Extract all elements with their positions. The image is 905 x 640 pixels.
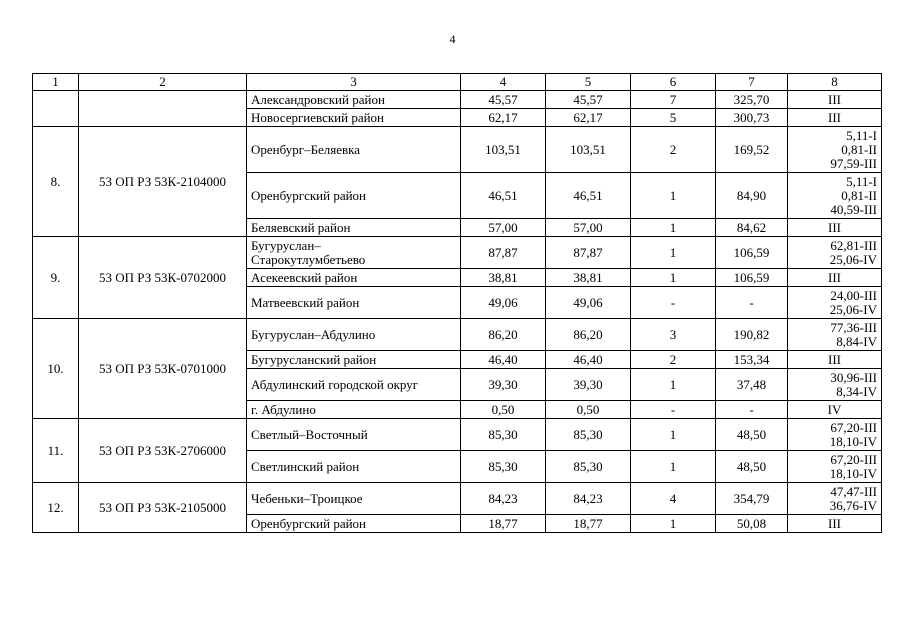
count-cell: 1 [631, 173, 716, 219]
category-cell: IV [788, 401, 882, 419]
value-cell: 169,52 [716, 127, 788, 173]
table-body [33, 74, 882, 533]
row-number-cell: 12. [33, 483, 79, 533]
segment-name-cell: Матвеевский район [247, 287, 461, 319]
category-cell: 77,36-III 8,84-IV [788, 319, 882, 351]
category-cell: III [788, 91, 882, 109]
column-header: 4 [461, 74, 546, 91]
length-cell: 49,06 [546, 287, 631, 319]
table-row [33, 91, 882, 109]
row-number-cell [33, 91, 79, 127]
count-cell: 2 [631, 127, 716, 173]
category-cell: III [788, 269, 882, 287]
segment-name-cell: Оренбургский район [247, 515, 461, 533]
value-cell: 50,08 [716, 515, 788, 533]
value-cell: 37,48 [716, 369, 788, 401]
segment-name-cell: Светлый–Восточный [247, 419, 461, 451]
category-cell: 67,20-III 18,10-IV [788, 419, 882, 451]
length-cell: 45,57 [546, 91, 631, 109]
value-cell: 354,79 [716, 483, 788, 515]
length-cell: 85,30 [546, 419, 631, 451]
length-cell: 84,23 [546, 483, 631, 515]
length-cell: 57,00 [461, 219, 546, 237]
length-cell: 46,51 [546, 173, 631, 219]
segment-name-cell: Светлинский район [247, 451, 461, 483]
road-code-cell: 53 ОП РЗ 53К-2104000 [79, 127, 247, 237]
column-header: 8 [788, 74, 882, 91]
count-cell: 1 [631, 515, 716, 533]
category-cell: 24,00-III 25,06-IV [788, 287, 882, 319]
category-cell: 5,11-I 0,81-II 40,59-III [788, 173, 882, 219]
road-code-cell: 53 ОП РЗ 53К-0702000 [79, 237, 247, 319]
length-cell: 87,87 [461, 237, 546, 269]
segment-name-cell: Оренбургский район [247, 173, 461, 219]
length-cell: 84,23 [461, 483, 546, 515]
length-cell: 86,20 [461, 319, 546, 351]
length-cell: 0,50 [546, 401, 631, 419]
table-row [33, 319, 882, 351]
roads-table [32, 73, 882, 533]
length-cell: 46,40 [546, 351, 631, 369]
value-cell: 84,62 [716, 219, 788, 237]
segment-name-cell: Новосергиевский район [247, 109, 461, 127]
category-cell: III [788, 515, 882, 533]
length-cell: 39,30 [461, 369, 546, 401]
table-row [33, 237, 882, 269]
count-cell: 4 [631, 483, 716, 515]
length-cell: 45,57 [461, 91, 546, 109]
category-cell: 5,11-I 0,81-II 97,59-III [788, 127, 882, 173]
value-cell: - [716, 401, 788, 419]
category-cell: 62,81-III 25,06-IV [788, 237, 882, 269]
category-cell: III [788, 351, 882, 369]
row-number-cell: 10. [33, 319, 79, 419]
length-cell: 86,20 [546, 319, 631, 351]
category-cell: 47,47-III 36,76-IV [788, 483, 882, 515]
length-cell: 85,30 [461, 451, 546, 483]
segment-name-cell: Александровский район [247, 91, 461, 109]
segment-name-cell: Бугуруслан– Старокутлумбетьево [247, 237, 461, 269]
length-cell: 57,00 [546, 219, 631, 237]
column-header: 7 [716, 74, 788, 91]
count-cell: 1 [631, 269, 716, 287]
value-cell: 190,82 [716, 319, 788, 351]
segment-name-cell: Оренбург–Беляевка [247, 127, 461, 173]
length-cell: 87,87 [546, 237, 631, 269]
length-cell: 85,30 [461, 419, 546, 451]
count-cell: 2 [631, 351, 716, 369]
count-cell: 1 [631, 219, 716, 237]
length-cell: 62,17 [461, 109, 546, 127]
table-row [33, 483, 882, 515]
length-cell: 46,51 [461, 173, 546, 219]
count-cell: 3 [631, 319, 716, 351]
length-cell: 38,81 [461, 269, 546, 287]
count-cell: 7 [631, 91, 716, 109]
value-cell: 325,70 [716, 91, 788, 109]
column-header: 5 [546, 74, 631, 91]
count-cell: 1 [631, 237, 716, 269]
category-cell: III [788, 219, 882, 237]
length-cell: 103,51 [546, 127, 631, 173]
value-cell: 106,59 [716, 237, 788, 269]
count-cell: 1 [631, 419, 716, 451]
length-cell: 38,81 [546, 269, 631, 287]
segment-name-cell: г. Абдулино [247, 401, 461, 419]
segment-name-cell: Асекеевский район [247, 269, 461, 287]
road-code-cell [79, 91, 247, 127]
value-cell: 84,90 [716, 173, 788, 219]
column-header: 6 [631, 74, 716, 91]
road-code-cell: 53 ОП РЗ 53К-0701000 [79, 319, 247, 419]
value-cell: 300,73 [716, 109, 788, 127]
value-cell: 48,50 [716, 419, 788, 451]
category-cell: III [788, 109, 882, 127]
table-row [33, 419, 882, 451]
header-row [33, 74, 882, 91]
column-header: 2 [79, 74, 247, 91]
table-row [33, 127, 882, 173]
value-cell: 153,34 [716, 351, 788, 369]
segment-name-cell: Абдулинский городской округ [247, 369, 461, 401]
segment-name-cell: Беляевский район [247, 219, 461, 237]
length-cell: 0,50 [461, 401, 546, 419]
segment-name-cell: Бугурусланский район [247, 351, 461, 369]
length-cell: 62,17 [546, 109, 631, 127]
length-cell: 18,77 [546, 515, 631, 533]
count-cell: 5 [631, 109, 716, 127]
value-cell: - [716, 287, 788, 319]
length-cell: 85,30 [546, 451, 631, 483]
row-number-cell: 11. [33, 419, 79, 483]
count-cell: - [631, 287, 716, 319]
count-cell: - [631, 401, 716, 419]
row-number-cell: 9. [33, 237, 79, 319]
count-cell: 1 [631, 451, 716, 483]
row-number-cell: 8. [33, 127, 79, 237]
length-cell: 18,77 [461, 515, 546, 533]
category-cell: 67,20-III 18,10-IV [788, 451, 882, 483]
road-code-cell: 53 ОП РЗ 53К-2706000 [79, 419, 247, 483]
value-cell: 106,59 [716, 269, 788, 287]
length-cell: 39,30 [546, 369, 631, 401]
segment-name-cell: Чебеньки–Троицкое [247, 483, 461, 515]
category-cell: 30,96-III 8,34-IV [788, 369, 882, 401]
value-cell: 48,50 [716, 451, 788, 483]
page-number: 4 [449, 32, 456, 46]
column-header: 1 [33, 74, 79, 91]
count-cell: 1 [631, 369, 716, 401]
column-header: 3 [247, 74, 461, 91]
length-cell: 103,51 [461, 127, 546, 173]
length-cell: 46,40 [461, 351, 546, 369]
length-cell: 49,06 [461, 287, 546, 319]
road-code-cell: 53 ОП РЗ 53К-2105000 [79, 483, 247, 533]
segment-name-cell: Бугуруслан–Абдулино [247, 319, 461, 351]
